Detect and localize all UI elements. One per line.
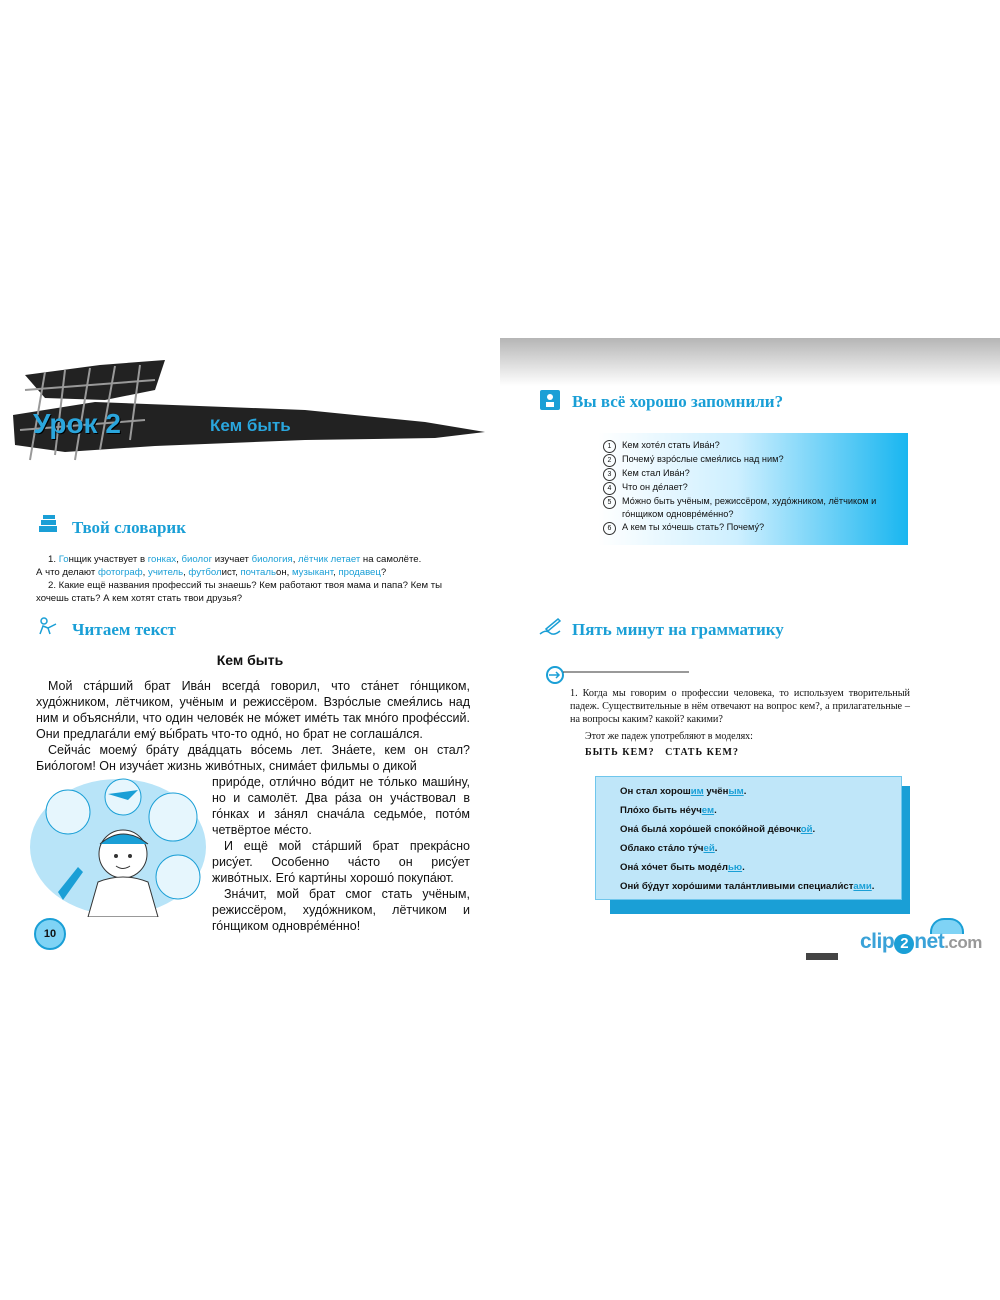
reading-paragraph-1: Мой ста́рший брат Ива́н всегда́ говорил, что ста́нет го́нщиком, худо́жником, лётчиком, учёным и режиссёром. Взро́слые смея́лись над ним и объясня́ли, что один челове́к не мо́жет име́ть так мно́го профе́ссий. Они предлага́ли ему́ вы́брать что-то одно́, но брат не соглаша́лся. [36, 679, 470, 741]
example-5: Она́ хо́чет быть моде́лью. [620, 862, 745, 873]
dictionary-heading: Твой словарик [72, 518, 186, 537]
recall-question [603, 521, 908, 535]
recall-question [603, 467, 908, 481]
dictionary-text [36, 553, 470, 605]
reading-title: Кем быть [216, 652, 284, 668]
grammar-models-intro: Этот же падеж употребляют в моделях: [585, 731, 753, 742]
question-number-badge: 2 [603, 454, 616, 467]
question-number-badge: 3 [603, 468, 616, 481]
pen-writing-icon [538, 617, 562, 642]
example-3: Она́ была́ хоро́шей споко́йной де́вочкой. [620, 824, 816, 835]
recall-heading: Вы всё хорошо запомнили? [572, 392, 784, 411]
example-1: Он стал хорошим учёным. [620, 786, 747, 797]
grammar-heading: Пять минут на грамматику [572, 620, 784, 639]
clip2net-watermark: clip 2 net.com [860, 930, 982, 953]
reading-paragraph-4: Зна́чит, мой брат смог стать учёным, режиссёром, худо́жником, лётчиком и го́нщиком одновре́ме́нно! [212, 887, 470, 933]
grammar-rule: 1. Когда мы говорим о профессии человека, то используем творительный падеж. Существительные в нём отвечают на вопрос кем?, а прилагательные – на вопросы каким? какой? какими? [570, 688, 910, 725]
reading-paragraph-3: И ещё мой ста́рший брат прекра́сно рису́ет. Особенно ча́сто он рису́ет живо́тных. Его́ карти́ны хорошо́ покупа́ют. [212, 839, 470, 885]
reading-paragraph-2b: приро́де, отли́чно во́дит не то́лько маши́ну, но и самолёт. Два ра́за он уча́ствовал в го́нках и за́нял снача́ла седьмо́е, пото́м четвёртое ме́сто. [212, 775, 470, 837]
recall-question [603, 481, 908, 495]
dictionary-question-2: 2. Какие ещё названия профессий ты знаешь? Кем работают твоя мама и папа? Кем ты хочешь стать? А кем хотят стать твои друзья? [36, 580, 443, 604]
question-number-badge: 4 [603, 482, 616, 495]
examples-box [595, 776, 902, 900]
question-text: А кем ты хо́чешь стать? Почему́? [622, 521, 765, 532]
question-text: Кем стал Ива́н? [622, 468, 690, 478]
reading-person-icon [38, 616, 58, 641]
boy-dreaming-illustration [28, 772, 208, 917]
question-text: Мо́жно быть учёным, режиссёром, худо́жником, лётчиком и го́нщиком одновре́ме́нно? [622, 496, 877, 519]
lesson-banner [5, 360, 500, 470]
dictionary-line-1: 1. Гонщик участвует в гонках, биолог изучает биология, лётчик летает на самолёте. [48, 554, 422, 565]
question-text: Что он де́лает? [622, 482, 688, 492]
question-text: Кем хоте́л стать Ива́н? [622, 440, 720, 450]
question-number-badge: 1 [603, 440, 616, 453]
question-text: Почему́ взро́слые смея́лись над ним? [622, 454, 784, 464]
key-icon [543, 665, 693, 685]
grammar-models: БЫТЬ КЕМ? СТАТЬ КЕМ? [585, 747, 739, 758]
dictionary-line-2: А что делают фотограф, учитель, футболист, почтальон, музыкант, продавец? [36, 567, 387, 578]
lesson-title: Кем быть [210, 416, 291, 435]
recall-icon [540, 390, 560, 410]
recall-question-list [598, 433, 908, 535]
question-number-badge: 5 [603, 496, 616, 509]
example-6: Они́ бу́дут хоро́шими тала́нтливыми специали́стами. [620, 881, 875, 892]
recall-question [603, 495, 908, 521]
example-4: Облако ста́ло ту́чей. [620, 843, 718, 854]
recall-questions-box [598, 433, 908, 545]
recall-question [603, 453, 908, 467]
question-number-badge: 6 [603, 522, 616, 535]
lesson-label: Урок 2 [33, 408, 121, 439]
reading-heading: Читаем текст [72, 620, 176, 639]
page-corner-mark [806, 953, 838, 960]
page-number-left: 10 [34, 918, 66, 950]
example-2: Пло́хо быть не́учем. [620, 805, 717, 816]
reading-paragraph-2a: Сейча́с моему́ бра́ту два́дцать во́семь лет. Зна́ете, кем он стал? Био́логом! Он изуча́ет жизнь живо́тных, снима́ет фильмы о дикой [36, 743, 470, 773]
book-stack-icon [38, 514, 58, 539]
recall-question [603, 439, 908, 453]
right-page-header-band [500, 338, 1000, 386]
